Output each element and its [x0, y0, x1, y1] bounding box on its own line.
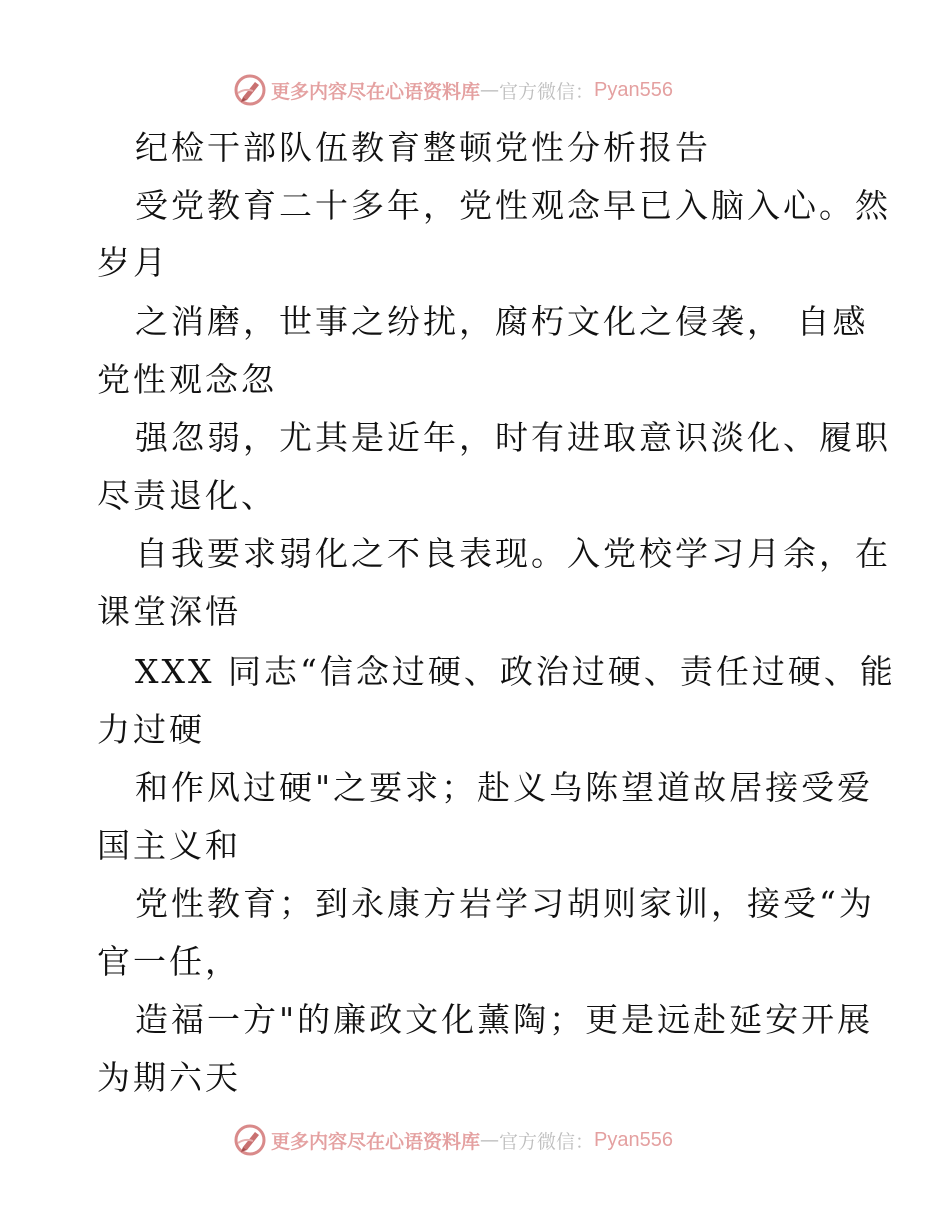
paragraph-line: 党性教育；到永康方岩学习胡则家训，接受“为: [135, 884, 875, 923]
paragraph-line: 官一任，: [97, 942, 241, 981]
paragraph-line: 尽责退化、: [97, 476, 277, 515]
watermark-official-label: 官方微信：: [499, 1130, 595, 1153]
watermark-separator: —: [480, 79, 500, 101]
watermark-footer: [233, 1122, 673, 1158]
paragraph-line: 力过硬: [97, 710, 205, 749]
paragraph-line: 强忽弱，尤其是近年，时有进取意识淡化、履职: [135, 418, 891, 457]
watermark-main-text: 更多内容尽在心语资料库: [271, 1130, 481, 1153]
watermark-wechat-id: Pyan556: [594, 78, 673, 101]
paragraph-line: 岁月: [97, 243, 169, 282]
paragraph-line: 为期六天: [97, 1058, 241, 1097]
paragraph-line: XXX 同志“信念过硬、政治过硬、责任过硬、能: [135, 652, 896, 691]
paragraph-line: 党性观念忽: [97, 360, 277, 399]
pen-logo-icon: [233, 1123, 267, 1157]
paragraph-line: 受党教育二十多年，党性观念早已入脑入心。然: [135, 186, 891, 225]
document-title: 纪检干部队伍教育整顿党性分析报告: [135, 128, 711, 167]
paragraph-line: 自我要求弱化之不良表现。入党校学习月余，在: [135, 534, 891, 573]
watermark-main-text: 更多内容尽在心语资料库: [271, 80, 481, 103]
paragraph-line: 国主义和: [97, 826, 241, 865]
paragraph-line: 课堂深悟: [97, 592, 241, 631]
paragraph-line: 之消磨，世事之纷扰，腐朽文化之侵袭， 自感: [135, 302, 869, 341]
watermark-separator: —: [480, 1129, 500, 1151]
paragraph-line: 和作风过硬"之要求；赴义乌陈望道故居接受爱: [135, 768, 874, 807]
watermark-wechat-id: Pyan556: [594, 1128, 673, 1151]
watermark-official-label: 官方微信：: [499, 80, 595, 103]
paragraph-line: 造福一方"的廉政文化薰陶；更是远赴延安开展: [135, 1000, 874, 1039]
